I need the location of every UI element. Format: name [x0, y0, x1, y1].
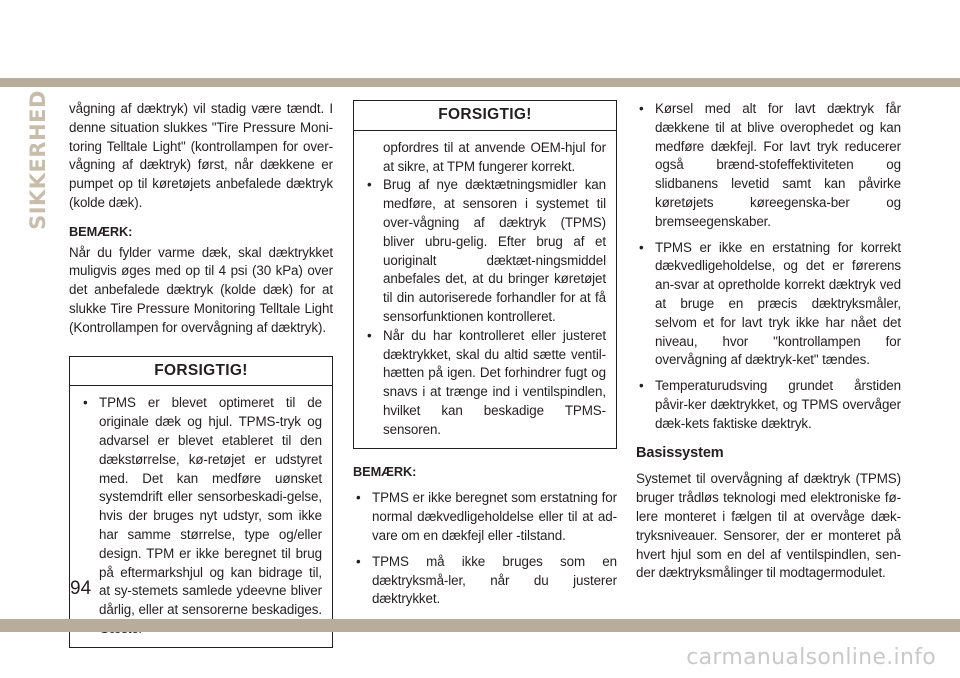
- note-label: BEMÆRK:: [353, 463, 417, 479]
- caution-box: [69, 356, 333, 648]
- side-tab-label: SIKKERHED: [26, 90, 51, 230]
- page-header-area: [0, 0, 960, 86]
- column-3: [636, 100, 901, 589]
- list-item: • TPMS er ikke en erstatning for korrekt dækvedligeholdelse, og det er førerens an-svar at opretholde korrekt dæktryk ved at bruge en præcis dæktryksmåler, selvom et for lavt tryk ikke har nået det niveau, hvor "kontrollampen for overvågning af dæktryk-ket" tændes.: [636, 239, 901, 371]
- note-label: BEMÆRK:: [69, 223, 133, 239]
- watermark: carmanualsonline.info: [686, 645, 936, 670]
- caution-title: FORSIGTIG!: [354, 101, 616, 131]
- column-2: [353, 100, 617, 616]
- caution-item: • TPMS er blevet optimeret til de originale dæk og hjul. TPMS-tryk og advarsel er blevet etableret til den dækstørrelse, kø-retøjet er udstyret med. Det kan medføre uønsket systemdrift eller sensorbeskadi-gelse, hvis der bruges nyt udstyr, som ikke har samme størrelse, type og/eller design. TPM er ikke beregnet til brug på eftermarkshjul og kan bidrage til, at sy-stemets samlede ydeevne bliver dårlig, eller at sensorerne beskadiges.: [80, 394, 322, 638]
- caution-box-continued: [353, 100, 617, 449]
- section-side-tab: [22, 90, 54, 230]
- header-band: [0, 78, 960, 87]
- caution-body: [70, 386, 332, 646]
- note-item: • TPMS er ikke beregnet som erstatning for normal dækvedligeholdelse eller til at ad-vare om en dækfejl eller -tilstand.: [353, 489, 617, 545]
- list-item: • Kørsel med alt for lavt dæktryk får dækkene til at blive overophedet og kan medføre dækfejl. For lavt tryk reducerer også brænd-stofeffektiviteten og slidbanens levetid samt kan påvirke køretøjets køreegenska-ber og bremseegenskaber.: [636, 100, 901, 232]
- note-list: [353, 489, 617, 609]
- caution-list: [80, 394, 322, 638]
- caution-list: [364, 176, 606, 439]
- caution-continued-text: opfordres til at anvende OEM-hjul for at sikre, at TPM fungerer korrekt.: [383, 139, 606, 174]
- bullet-list: [636, 100, 901, 434]
- caution-item: • Brug af nye dæktætningsmidler kan medføre, at sensoren i systemet til over-vågning af dæktryk (TPMS) bliver ubru-gelig. Efter brug af et uoriginalt dæktæt-ningsmiddel anbefales det, at du bringer køretøjet til din autoriserede forhandler for at få sensorfunktionen kontrolleret.: [364, 176, 606, 326]
- list-item: • Temperaturudsving grundet årstiden påvir-ker dæktrykket, og TPMS overvåger dæk-kets faktiske dæktryk.: [636, 377, 901, 433]
- caution-item: • Når du har kontrolleret eller justeret dæktrykket, skal du altid sætte ventil-hætten på igen. Det forhindrer fugt og snavs i at trænge ind i ventilspindlen, hvilket kan beskadige TPMS-sensoren.: [364, 327, 606, 440]
- caution-title: FORSIGTIG!: [70, 357, 332, 387]
- note-text: Når du fylder varme dæk, skal dæktrykket muligvis øges med op til 4 psi (30 kPa) over det anbefalede dæktryk (kolde dæk) for at slukke Tire Pressure Monitoring Telltale Light (Kontrollampen for overvågning af dæktryk).: [69, 244, 333, 335]
- page-number: 94: [70, 578, 92, 599]
- caution-body: [354, 131, 616, 448]
- note-item: • TPMS må ikke bruges som en dæktryksmå-ler, når du justerer dæktrykket.: [353, 553, 617, 609]
- section-text: Systemet til overvågning af dæktryk (TPMS) bruger trådløs teknologi med elektroniske fø-lere monteret i fælgen til at overvåge dæk-tryksniveauer. Sensorer, der er monteret på hvert hjul som en del af ventilspindlen, sen-der dæktryksmålinger til modtagermodulet.: [636, 471, 901, 581]
- section-heading: Basissystem: [636, 444, 724, 461]
- column-1: [69, 100, 333, 648]
- footer-band: [0, 619, 960, 632]
- paragraph-continued: vågning af dæktryk) vil stadig være tændt. I denne situation slukkes "Tire Pressure Moni-toring Telltale Light" (kontrollampen for over-vågning af dæktryk) først, når dækkene er pumpet op til køretøjets anbefalede dæktryk (kolde dæk).: [69, 101, 333, 210]
